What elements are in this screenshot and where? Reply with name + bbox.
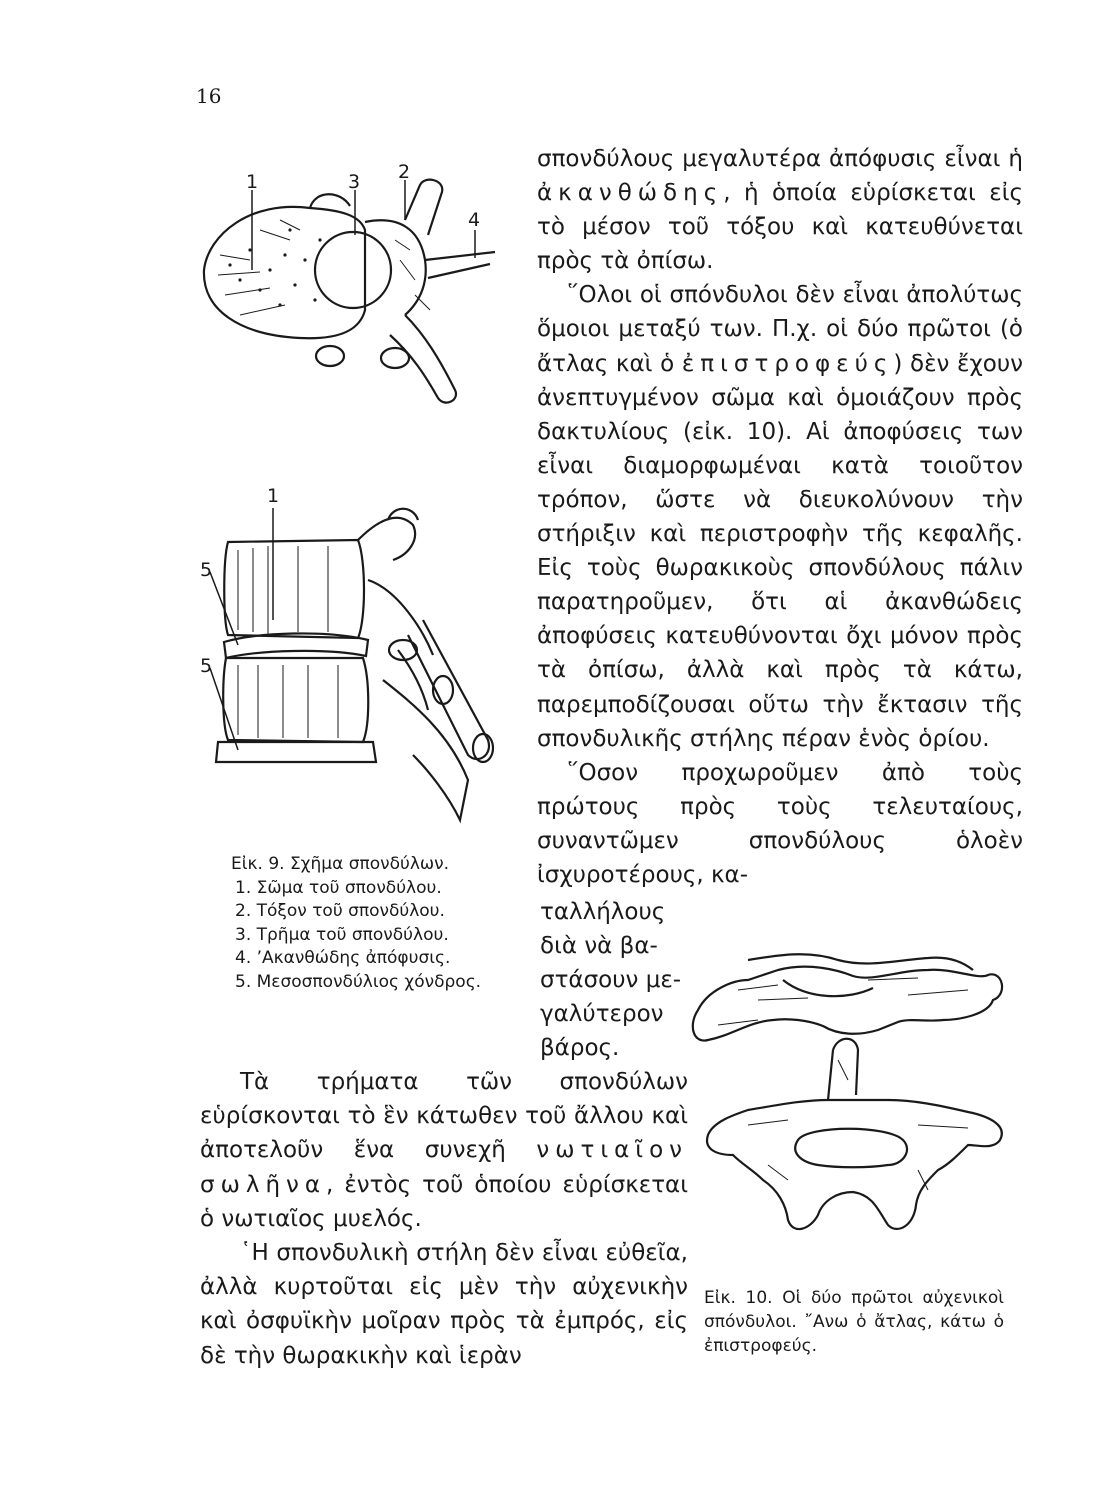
figure-9-caption-title: Εἰκ. 9. Σχῆμα σπονδύλων. [231,854,450,874]
fig9-side-label-5b: 5 [200,655,213,677]
fig9-side-label-1: 1 [267,485,280,507]
figure-9-side-vertebrae [198,480,498,850]
text-run: σπονδύλους μεγαλυτέρα ἀπόφυσις εἶναι ἡ [537,146,1023,172]
fig9-label-4: 4 [468,209,481,231]
figure-9-caption-item: 2. Τόξον τοῦ σπονδύλου. [235,901,445,921]
text-line: στάσουν με- [540,967,682,993]
fig9-label-2: 2 [398,161,411,183]
text-line: βάρος. [540,1035,620,1061]
fig9-label-3: 3 [348,171,361,193]
left-column-text [200,1065,688,1373]
figure-9-caption-item: 1. Σῶμα τοῦ σπονδύλου. [235,877,442,898]
text-run: ῞Ολοι οἱ σπόνδυλοι δὲν εἶναι ἀπολύτως ὅμοιοι μεταξύ των. Π.χ. οἱ δύο πρῶτοι (ὁ ἄτλας καὶ ὁ [537,282,1023,377]
figure-10-atlas-axis [688,940,1028,1270]
paragraph [537,142,1023,278]
text-run: , ἐντὸς τοῦ ὁποίου εὑρίσκεται ὁ νωτιαῖος μυελός. [200,1171,688,1232]
figure-9-caption [231,853,521,994]
text-line: γαλύτερον [540,1001,664,1027]
fig9-side-label-5a: 5 [200,559,213,581]
spaced-term: ἀκανθώδης [537,180,724,207]
fig9-label-1: 1 [246,171,259,193]
paragraph: ῾Η σπονδυλικὴ στήλη δὲν εἶναι εὐθεῖα, ἀλλὰ κυρτοῦται εἰς μὲν τὴν αὐχενικὴν καὶ ὀσφυϊκὴν μοῖραν πρὸς τὰ ἐμπρός, εἰς δὲ τὴν θωρακικὴν καὶ ἱερὰν [200,1240,688,1369]
page-number: 16 [196,84,222,108]
paragraph [200,1065,688,1236]
paragraph: ῞Οσον προχωροῦμεν ἀπὸ τοὺς πρώτους πρὸς τοὺς τελευταίους, συναντῶμεν σπονδύλους ὁλοὲν ἰσχυροτέρους, κα- [537,759,1023,888]
figure-9-caption-item: 4. ’Ακανθώδης ἀπόφυσις. [235,948,451,968]
figure-9-top-vertebra [190,160,510,420]
text-run: , ἡ ὁποία εὑρίσκεται εἰς τὸ μέσον τοῦ τόξου καὶ κατευθύνεται πρὸς τὰ ὀπίσω. [537,180,1023,275]
right-column-text [537,142,1023,892]
spaced-term: νωτιαῖον σωλῆνα [200,1137,688,1198]
text-line: διὰ νὰ βα- [540,933,658,959]
text-line: ταλλήλους [540,899,666,925]
spaced-term: ἐπιστροφεύς [681,350,894,377]
text-run: ) δὲν ἔχουν ἀνεπτυγμένον σῶμα καὶ ὁμοιάζουν πρὸς δακτυλίους (εἰκ. 10). Αἱ ἀποφύσεις των εἶναι διαμορφωμέναι κατὰ τοιοῦτον τρόπον, ὥστε νὰ διευκολύνουν τὴν στήριξιν καὶ περιστροφὴν τῆς κεφαλῆς. Εἰς τοὺς θωρακικοὺς σπονδύλους πάλιν παρατηροῦμεν, ὅτι αἱ ἀκανθώδεις ἀποφύσεις κατευθύνονται ὄχι μόνον πρὸς τὰ ὀπίσω, ἀλλὰ καὶ πρὸς τὰ κάτω, παρεμποδίζουσαι οὕτω τὴν ἔκτασιν τῆς σπονδυλικῆς στήλης πέραν ἑνὸς ὁρίου. [537,350,1023,752]
narrow-column-text [540,895,682,1065]
figure-10-caption: Εἰκ. 10. Οἱ δύο πρῶτοι αὐχενικοὶ σπόνδυλοι. ῎Ανω ὁ ἄτλας, κάτω ὁ ἐπιστροφεύς. [704,1288,1004,1356]
figure-9-caption-item: 3. Τρῆμα τοῦ σπονδύλου. [235,924,449,945]
text-run: Τὰ τρήματα τῶν σπονδύλων εὑρίσκονται τὸ ἓν κάτωθεν τοῦ ἄλλου καὶ ἀποτελοῦν ἕνα συνεχῆ [200,1069,688,1164]
figure-9-caption-item: 5. Μεσοσπονδύλιος χόνδρος. [235,971,482,992]
paragraph [537,278,1023,755]
